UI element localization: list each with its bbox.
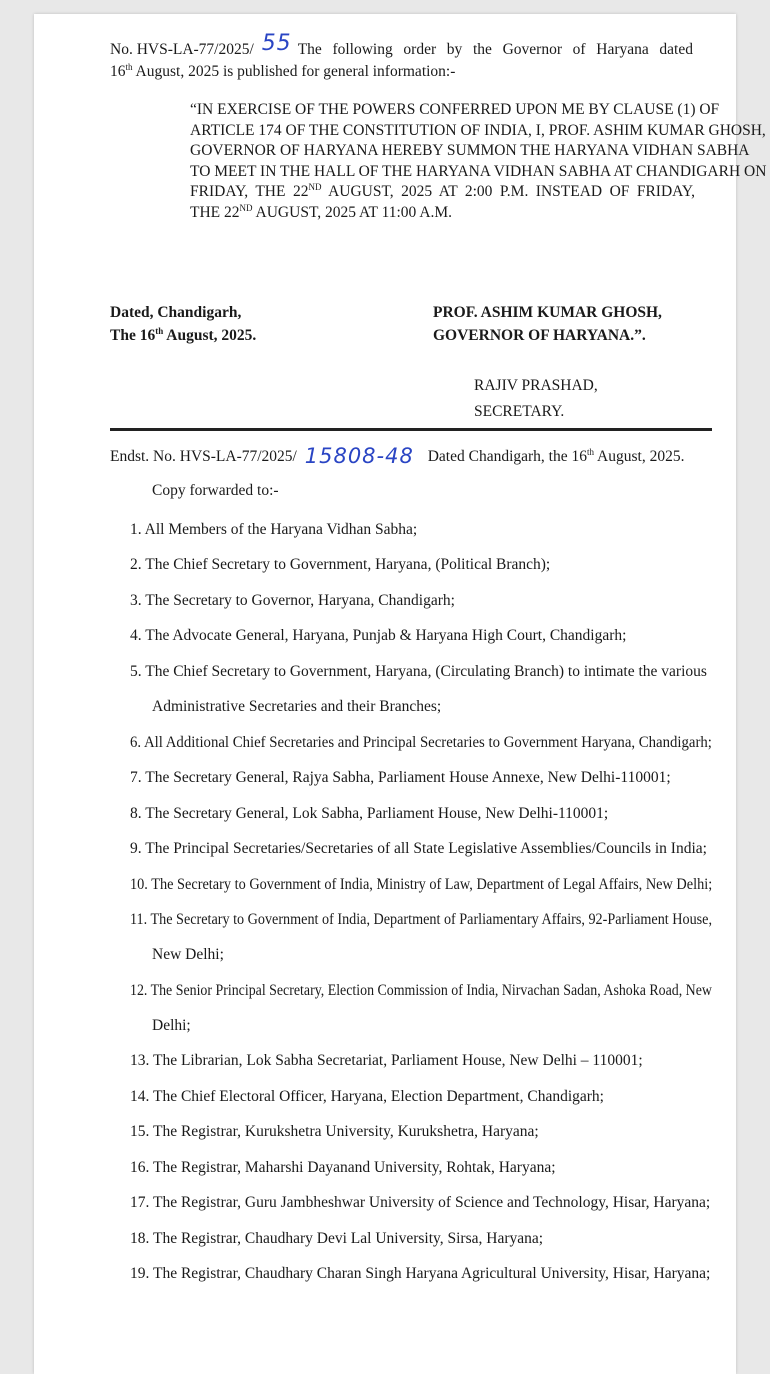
list-item: 10. The Secretary to Government of India, Ministry of Law, Department of Legal Affairs, New Delhi; xyxy=(130,876,713,893)
list-item: 15. The Registrar, Kurukshetra University, Kurukshetra, Haryana; xyxy=(130,1123,539,1140)
order-line: GOVERNOR OF HARYANA HEREBY SUMMON THE HARYANA VIDHAN SABHA xyxy=(190,142,750,160)
list-item: 1. All Members of the Haryana Vidhan Sabha; xyxy=(130,521,418,538)
list-item: 18. The Registrar, Chaudhary Devi Lal University, Sirsa, Haryana; xyxy=(130,1230,544,1247)
list-item-continuation: New Delhi; xyxy=(152,946,224,963)
header-line-2: 16th August, 2025 is published for general information:- xyxy=(110,62,456,80)
governor-order-quote xyxy=(190,100,767,224)
list-item: 4. The Advocate General, Haryana, Punjab & Haryana High Court, Chandigarh; xyxy=(130,627,627,644)
list-item: 6. All Additional Chief Secretaries and Principal Secretaries to Government Haryana, Chandigarh; xyxy=(130,734,712,751)
list-item-continuation: Administrative Secretaries and their Branches; xyxy=(152,698,442,715)
list-item: 17. The Registrar, Guru Jambheshwar University of Science and Technology, Hisar, Haryana; xyxy=(130,1194,711,1211)
order-line: FRIDAY, THE 22ND AUGUST, 2025 AT 2:00 P.M. INSTEAD OF FRIDAY, xyxy=(190,182,696,201)
secretary-title: SECRETARY. xyxy=(474,403,565,420)
order-line: “IN EXERCISE OF THE POWERS CONFERRED UPON ME BY CLAUSE (1) OF xyxy=(190,101,720,118)
list-item: 7. The Secretary General, Rajya Sabha, Parliament House Annexe, New Delhi-110001; xyxy=(130,769,671,786)
secretary-name: RAJIV PRASHAD, xyxy=(474,377,598,394)
governor-title: GOVERNOR OF HARYANA.”. xyxy=(433,327,646,344)
list-item: 13. The Librarian, Lok Sabha Secretariat, Parliament House, New Delhi – 110001; xyxy=(130,1052,643,1069)
governor-name: PROF. ASHIM KUMAR GHOSH, xyxy=(433,304,662,321)
handwritten-endorsement-number: 15808-48 xyxy=(304,444,414,468)
handwritten-number: 55 xyxy=(261,31,292,56)
list-item: 12. The Senior Principal Secretary, Election Commission of India, Nirvachan Sadan, Ashoka Road, New xyxy=(130,982,712,999)
order-line: THE 22ND AUGUST, 2025 AT 11:00 A.M. xyxy=(190,202,453,221)
order-line: ARTICLE 174 OF THE CONSTITUTION OF INDIA, I, PROF. ASHIM KUMAR GHOSH, xyxy=(190,121,766,139)
endorsement-line: Endst. No. HVS-LA-77/2025/ 15808-48 Dated Chandigarh, the 16th August, 2025. xyxy=(110,444,685,468)
list-item: 16. The Registrar, Maharshi Dayanand University, Rohtak, Haryana; xyxy=(130,1159,556,1176)
list-item: 19. The Registrar, Chaudhary Charan Singh Haryana Agricultural University, Hisar, Haryana; xyxy=(130,1265,711,1282)
list-item: 2. The Chief Secretary to Government, Haryana, (Political Branch); xyxy=(130,556,551,573)
list-item: 3. The Secretary to Governor, Haryana, Chandigarh; xyxy=(130,592,455,609)
dated-place: Dated, Chandigarh, xyxy=(110,304,242,321)
list-item: 11. The Secretary to Government of India, Department of Parliamentary Affairs, 92-Parliament House, xyxy=(130,911,713,928)
divider-rule xyxy=(110,428,712,431)
list-item: 9. The Principal Secretaries/Secretaries of all State Legislative Assemblies/Councils in India; xyxy=(130,840,707,857)
copy-forwarded-label: Copy forwarded to:- xyxy=(152,482,279,499)
header-line-1-rest: The following order by the Governor of Haryana dated xyxy=(297,41,693,58)
order-line: TO MEET IN THE HALL OF THE HARYANA VIDHAN SABHA AT CHANDIGARH ON xyxy=(190,162,767,180)
list-item-continuation: Delhi; xyxy=(152,1017,191,1034)
dated-date: The 16th August, 2025. xyxy=(110,326,257,344)
header-line-1 xyxy=(110,31,693,60)
list-item: 14. The Chief Electoral Officer, Haryana, Election Department, Chandigarh; xyxy=(130,1088,604,1105)
list-item: 5. The Chief Secretary to Government, Haryana, (Circulating Branch) to intimate the various xyxy=(130,663,707,680)
ref-number: No. HVS-LA-77/2025/ 55 xyxy=(110,31,292,58)
list-item: 8. The Secretary General, Lok Sabha, Parliament House, New Delhi-110001; xyxy=(130,805,609,822)
